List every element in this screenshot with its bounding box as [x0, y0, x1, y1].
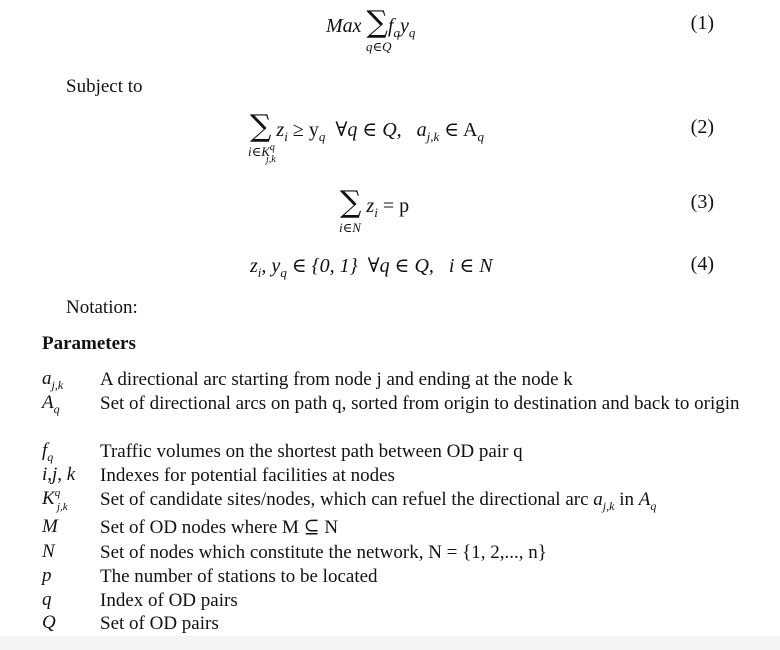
eq2-in-A: ∈ A [439, 119, 478, 141]
eq2-A-sub: q [477, 129, 484, 144]
param-symbol-M [42, 516, 58, 538]
param-desc-in: in [614, 489, 639, 510]
param-desc-q: Index of OD pairs [100, 590, 238, 611]
param-desc-text: Set of candidate sites/nodes, which can refuel the directional arc [100, 489, 594, 510]
param-desc-ijk: Indexes for potential facilities at nodes [100, 465, 395, 486]
parameters-heading: Parameters [42, 333, 136, 354]
param-symbol-sub: q [47, 450, 54, 464]
param-desc-f: Traffic volumes on the shortest path between OD pair q [100, 441, 523, 462]
param-desc-A: A [638, 489, 651, 510]
param-desc-a-sub: j,k [602, 499, 615, 513]
eq1-f-sub: q [393, 25, 401, 40]
param-symbol-sub: q [53, 402, 60, 416]
param-symbol-text: M [42, 516, 58, 537]
equation-number-1: (1) [690, 12, 714, 34]
param-symbol-p [42, 565, 52, 587]
param-symbol-K-sub: j,k [57, 501, 68, 513]
eq1-under: q∈Q [366, 39, 392, 54]
eq4-y-sub: q [280, 265, 287, 280]
param-symbol-text: i,j, k [42, 464, 76, 485]
param-symbol-a [42, 368, 63, 390]
eq4-z-sub: i [257, 265, 262, 280]
eq2-a-sub: j,k [426, 129, 440, 144]
param-symbol-ijk [42, 464, 75, 486]
notation-label: Notation: [66, 297, 138, 318]
eq2-under-sub: j,k [266, 154, 276, 165]
param-desc-A-sub: q [650, 499, 657, 513]
param-desc-a: A directional arc starting from node j and ending at the node k [100, 369, 573, 390]
param-symbol-text: p [42, 565, 52, 586]
param-symbol-text: K [42, 488, 55, 509]
param-desc-M: Set of OD nodes where M ⊆ N [100, 517, 339, 538]
param-symbol-f [42, 440, 53, 462]
param-symbol-text: Q [42, 612, 56, 633]
eq2-z: z [276, 119, 285, 141]
equation-number-2: (2) [690, 116, 714, 138]
param-symbol-q [42, 589, 52, 611]
summation-symbol: ∑ [340, 185, 362, 220]
eq3-z-sub: i [374, 205, 378, 220]
eq3-z: z [366, 195, 375, 217]
eq1-y-sub: q [408, 25, 416, 40]
param-symbol-text: q [42, 589, 52, 610]
param-desc-Q: Set of OD pairs [100, 613, 219, 634]
equation-number-3: (3) [690, 191, 714, 213]
equation-4 [250, 253, 493, 278]
param-symbol-text: A [42, 392, 54, 413]
subject-to-label: Subject to [66, 76, 143, 97]
param-symbol-A [42, 392, 60, 414]
eq3-under: i∈N [339, 220, 361, 235]
param-symbol-Q [42, 612, 56, 634]
eq4-z: z [250, 255, 258, 277]
param-symbol-sub: j,k [51, 378, 64, 392]
param-desc-A: Set of directional arcs on path q, sorted from origin to destination and back to origin [100, 393, 740, 414]
param-desc-p: The number of stations to be located [100, 566, 378, 587]
eq2-under-sup: q [269, 142, 275, 153]
equation-2 [250, 109, 484, 144]
eq1-y: y [400, 15, 409, 37]
eq4-y: , y [261, 255, 281, 277]
param-symbol-text: f [42, 440, 48, 461]
param-symbol-sup: q [54, 487, 61, 499]
eq4-rest: ∈ {0, 1} ∀q ∈ Q, i ∈ N [286, 255, 493, 277]
summation-symbol: ∑ [366, 5, 388, 40]
eq2-y-sub: q [318, 129, 326, 144]
param-symbol-text: N [42, 541, 55, 562]
equation-number-4: (4) [690, 253, 714, 275]
eq2-geq-y: ≥ y [287, 119, 319, 141]
param-desc-a: a [593, 489, 603, 510]
eq2-z-sub: i [284, 129, 288, 144]
param-symbol-N [42, 541, 55, 563]
param-desc-K [100, 488, 740, 513]
eq1-f: f [387, 15, 394, 37]
summation-symbol: ∑ [250, 109, 272, 144]
param-symbol-text: a [42, 368, 52, 389]
eq2-forall: ∀q ∈ Q, a [325, 119, 427, 141]
param-desc-N: Set of nodes which constitute the network, N = {1, 2,..., n} [100, 542, 547, 563]
equation-1 [326, 5, 416, 40]
eq1-max: Max [326, 15, 362, 37]
equation-3 [340, 185, 410, 220]
page-bottom-band [0, 636, 780, 650]
eq2-under-base: i∈K [248, 144, 270, 159]
eq3-eq-p: = p [377, 195, 410, 217]
